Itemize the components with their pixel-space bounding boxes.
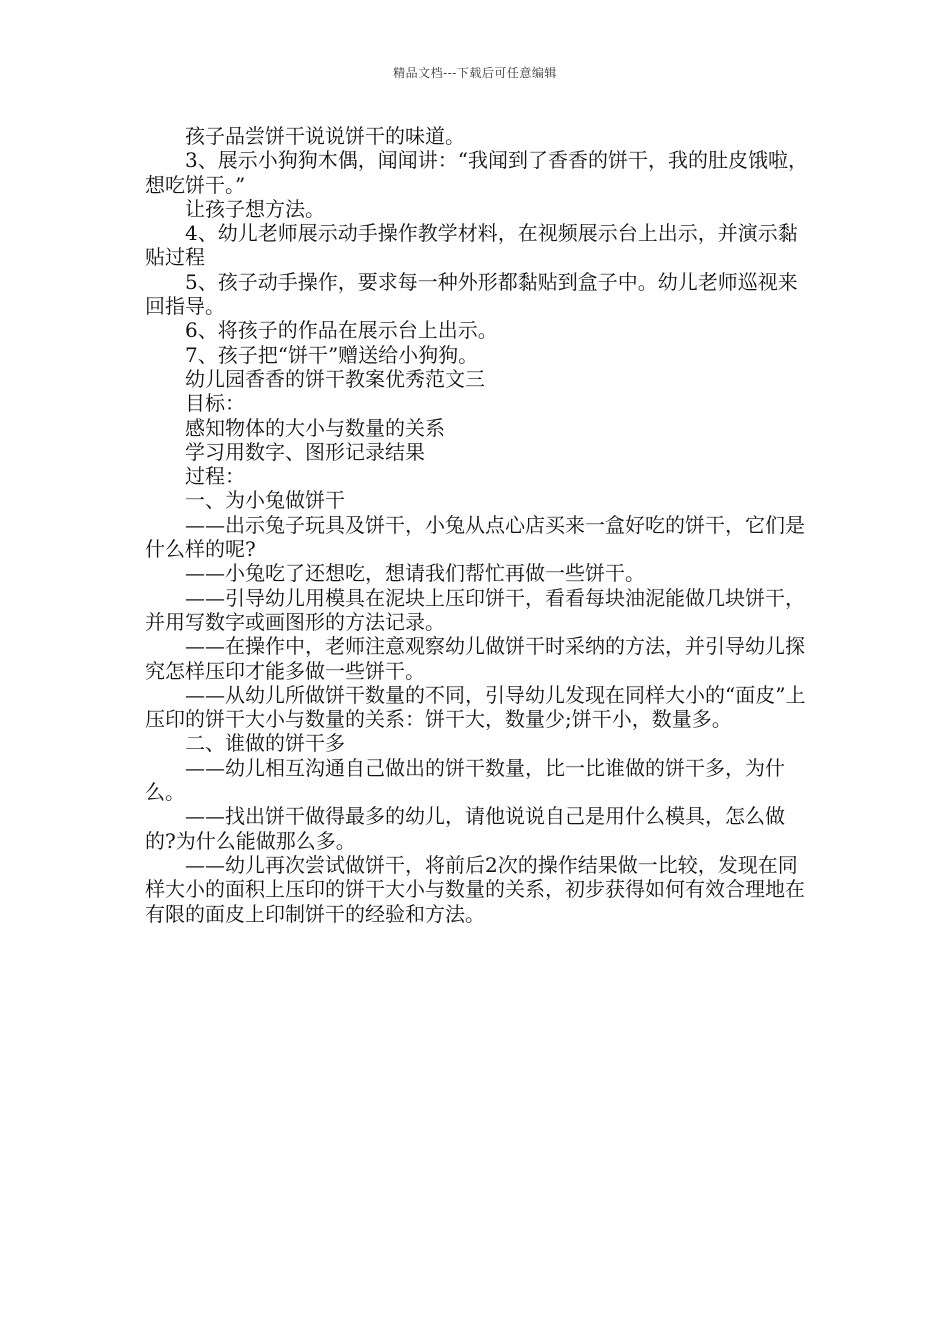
page-header: 精品文档---下载后可任意编辑 <box>393 66 557 80</box>
paragraph: 感知物体的大小与数量的关系 <box>185 415 445 440</box>
paragraph: ——小兔吃了还想吃，想请我们帮忙再做一些饼干。 <box>185 561 645 586</box>
paragraph: 目标： <box>185 391 245 416</box>
paragraph: 过程： <box>185 464 245 489</box>
paragraph: 一、为小兔做饼干 <box>185 488 345 513</box>
paragraph: ——引导幼儿用模具在泥块上压印饼干，看看每块油泥能做几块饼干，并用写数字或画图形的方法记录。 <box>145 585 805 634</box>
paragraph: 二、谁做的饼干多 <box>185 731 345 756</box>
paragraph: ——幼儿相互沟通自己做出的饼干数量，比一比谁做的饼干多，为什么。 <box>145 755 785 805</box>
paragraph: 让孩子想方法。 <box>185 196 325 221</box>
paragraph: 6、将孩子的作品在展示台上出示。 <box>185 318 498 343</box>
section-title: 幼儿园香香的饼干教案优秀范文三 <box>185 366 485 391</box>
paragraph: 孩子品尝饼干说说饼干的味道。 <box>185 124 465 148</box>
paragraph: 3、展示小狗狗木偶，闻闻讲：“我闻到了香香的饼干，我的肚皮饿啦，想吃饼干。” <box>145 148 808 197</box>
paragraph: 4、幼儿老师展示动手操作教学材料，在视频展示台上出示，并演示黏贴过程 <box>145 221 798 270</box>
paragraph: ——从幼儿所做饼干数量的不同，引导幼儿发现在同样大小的“面皮”上压印的饼干大小与数量的关系：饼干大，数量少;饼干小，数量多。 <box>145 682 806 732</box>
paragraph: ——幼儿再次尝试做饼干，将前后2次的操作结果做一比较，发现在同样大小的面积上压印的饼干大小与数量的关系，初步获得如何有效合理地在有限的面皮上印制饼干的经验和方法。 <box>145 852 805 926</box>
paragraph: 5、孩子动手操作，要求每一种外形都黏贴到盒子中。幼儿老师巡视来回指导。 <box>145 269 798 319</box>
paragraph: 7、孩子把“饼干”赠送给小狗狗。 <box>185 342 479 367</box>
paragraph: 学习用数字、图形记录结果 <box>185 439 425 464</box>
document-body <box>145 124 810 926</box>
paragraph: ——出示兔子玩具及饼干，小兔从点心店买来一盒好吃的饼干，它们是什么样的呢? <box>145 512 805 562</box>
paragraph: ——找出饼干做得最多的幼儿，请他说说自己是用什么模具，怎么做的?为什么能做那么多。 <box>145 804 785 853</box>
paragraph: ——在操作中，老师注意观察幼儿做饼干时采纳的方法，并引导幼儿探究怎样压印才能多做一些饼干。 <box>145 634 805 683</box>
